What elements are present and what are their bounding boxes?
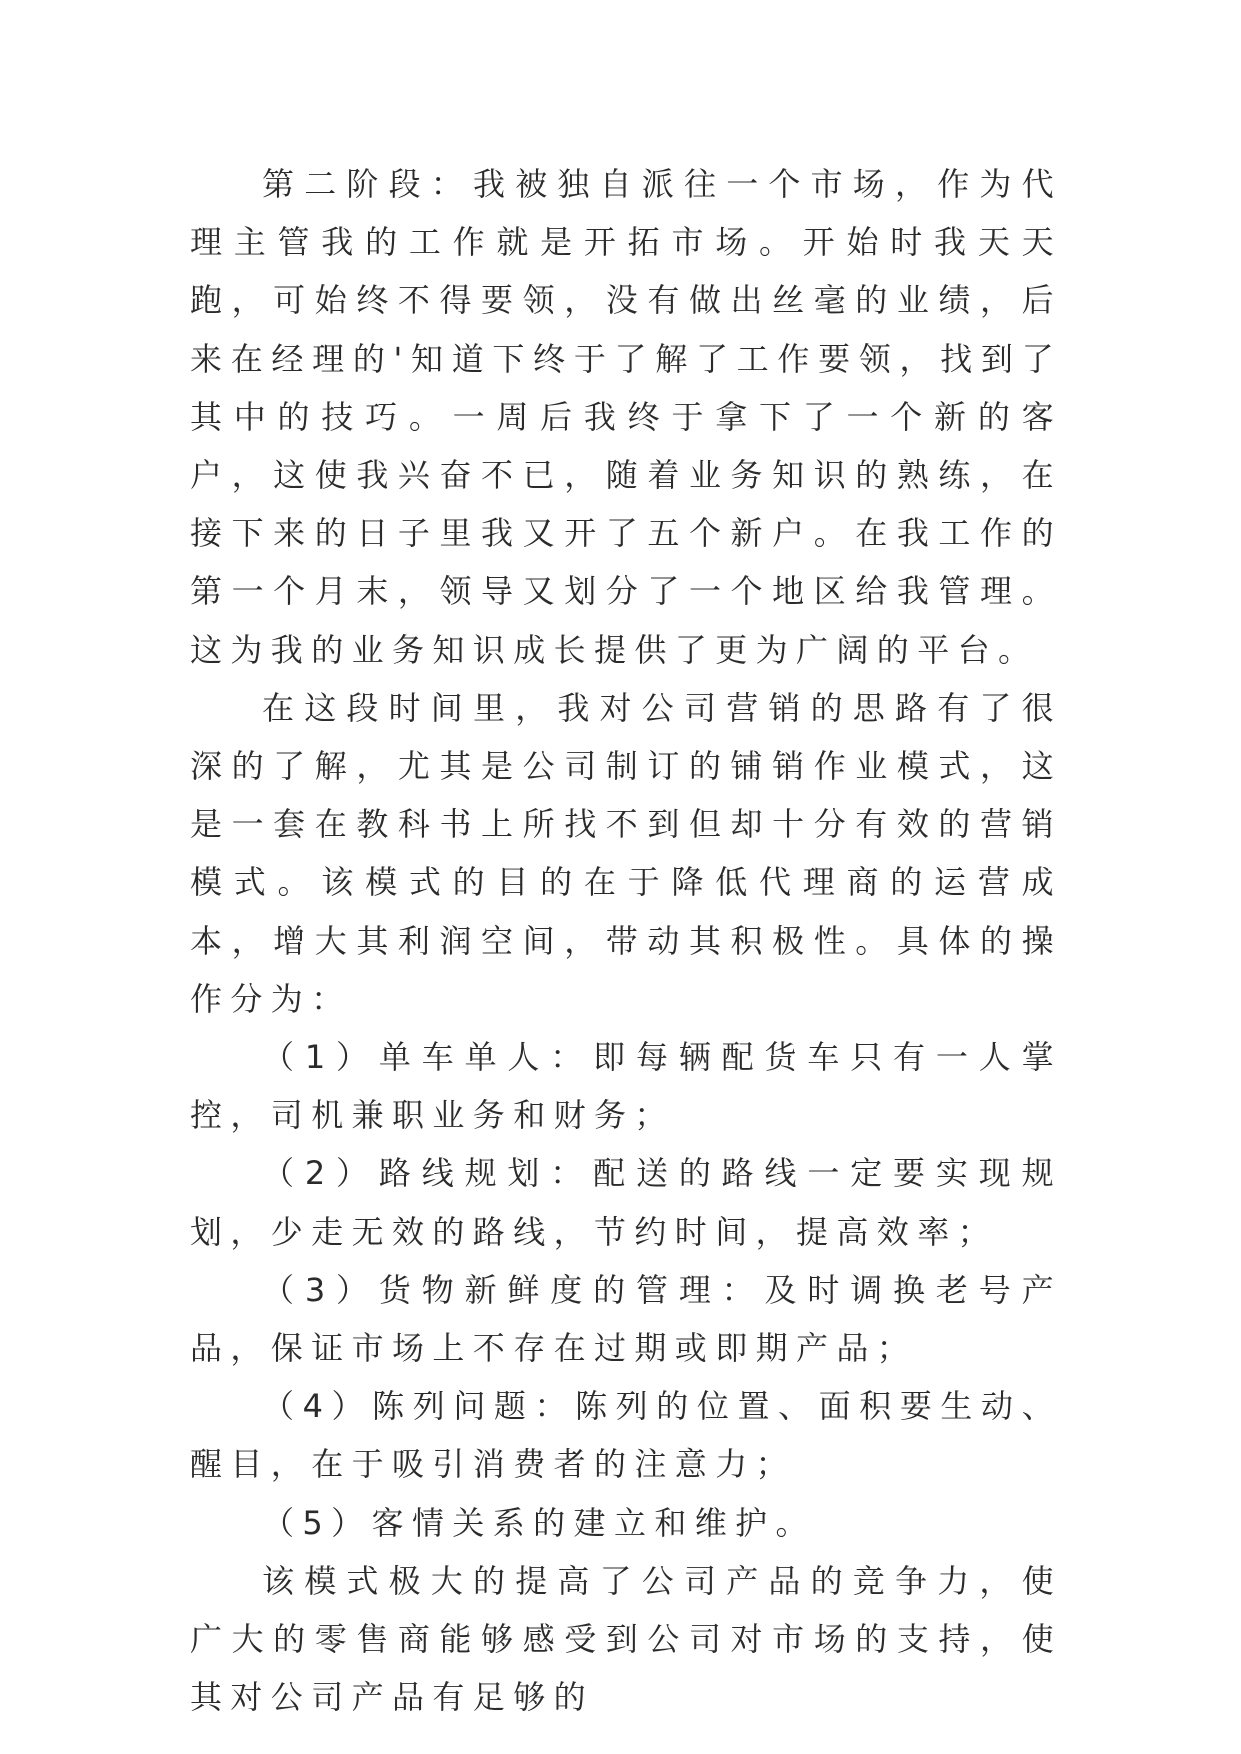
paragraph-closing: 该模式极大的提高了公司产品的竞争力，使广大的零售商能够感受到公司对市场的支持，使其对公司产品有足够的 bbox=[190, 1561, 1062, 1717]
paragraph-marketing-model: 在这段时间里，我对公司营销的思路有了很深的了解，尤其是公司制订的铺销作业模式，这是一套在教科书上所找不到但却十分有效的营销模式。该模式的目的在于降低代理商的运营成本，增大其利润空间，带动其积极性。具体的操作分为： bbox=[190, 688, 1062, 1018]
list-item-2: （2）路线规划：配送的路线一定要实现规划，少走无效的路线，节约时间，提高效率； bbox=[190, 1154, 1062, 1251]
list-item-3: （3）货物新鲜度的管理：及时调换老号产品，保证市场上不存在过期或即期产品； bbox=[190, 1270, 1062, 1368]
list-item-1: （1）单车单人：即每辆配货车只有一人掌控，司机兼职业务和财务； bbox=[190, 1038, 1062, 1135]
list-item-4: （4）陈列问题：陈列的位置、面积要生动、醒目，在于吸引消费者的注意力； bbox=[190, 1387, 1062, 1484]
paragraph-stage-two: 第二阶段：我被独自派往一个市场，作为代理主管我的工作就是开拓市场。开始时我天天跑，可始终不得要领，没有做出丝毫的业绩，后来在经理的'知道下终于了解了工作要领，找到了其中的技巧。一周后我终于拿下了一个新的客户，这使我兴奋不已，随着业务知识的熟练，在接下来的日子里我又开了五个新户。在我工作的第一个月末，领导又划分了一个地区给我管理。这为我的业务知识成长提供了更为广阔的平台。 bbox=[190, 165, 1062, 669]
list-item-5: （5）客情关系的建立和维护。 bbox=[262, 1503, 816, 1542]
document-page bbox=[190, 155, 1062, 1726]
